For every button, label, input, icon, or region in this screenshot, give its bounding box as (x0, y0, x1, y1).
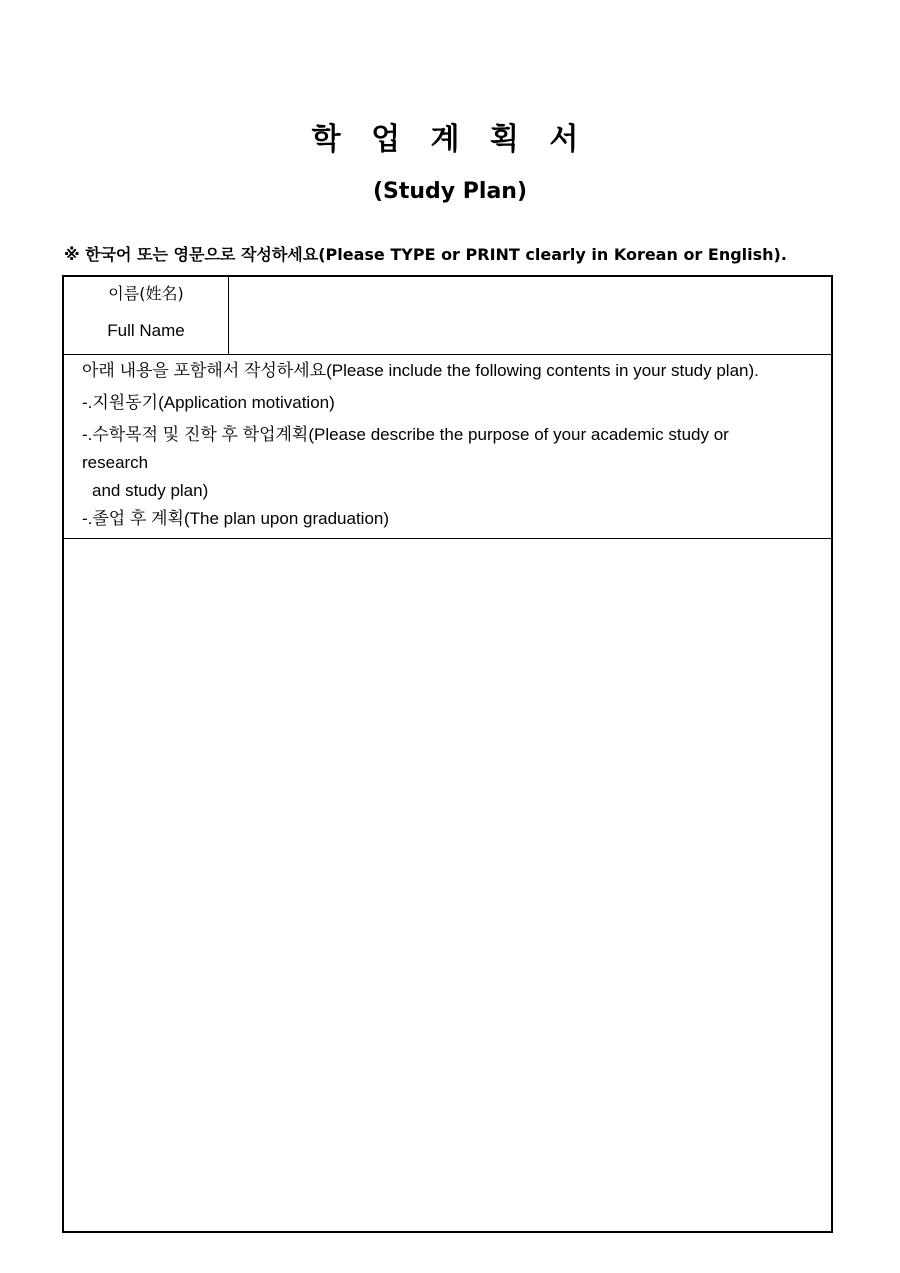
instructions-cell (64, 355, 831, 539)
study-plan-answer-area[interactable] (64, 539, 831, 1231)
document-title: 학 업 계 획 서 (311, 122, 589, 157)
instruction-item: -.지원동기(Application motivation) (82, 393, 335, 412)
instructions-intro: 아래 내용을 포함해서 작성하세요(Please include the following contents in your study plan). (82, 361, 759, 380)
instruction-item: research (82, 453, 149, 472)
instruction-item: and study plan) (92, 481, 209, 500)
document-subtitle: (Study Plan) (372, 179, 528, 204)
name-label-cell (64, 277, 229, 354)
full-name-field[interactable] (229, 277, 831, 354)
instruction-item: -.졸업 후 계획(The plan upon graduation) (82, 509, 390, 528)
study-plan-form (62, 275, 833, 1233)
name-row (64, 277, 831, 355)
name-label-english: Full Name (107, 321, 185, 340)
language-notice: ※ 한국어 또는 영문으로 작성하세요(Please TYPE or PRINT clearly in Korean or English). (64, 245, 787, 264)
instruction-item: -.수학목적 및 진학 후 학업계획(Please describe the purpose of your academic study or (82, 425, 729, 444)
name-label-korean: 이름(姓名) (108, 284, 184, 303)
